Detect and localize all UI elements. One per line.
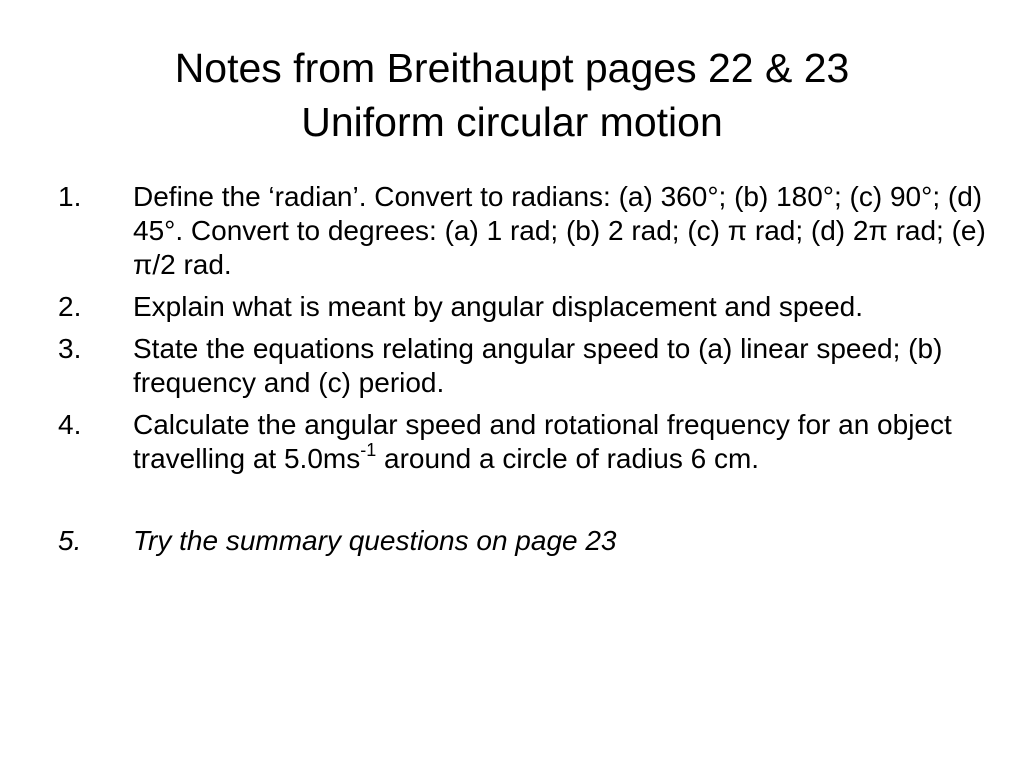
question-list [58,180,988,566]
item-text: Try the summary questions on page 23 [133,525,617,556]
item-number: 3. [58,333,82,364]
item-text: Define the ‘radian’. Convert to radians: (a) 360°; (b) 180°; (c) 90°; (d) 45°. Convert to degrees: (a) 1 rad; (b) 2 rad; (c) π rad; (d) 2π rad; (e) π/2 rad. [133,181,986,280]
slide-title [0,41,1024,149]
item-text [133,408,988,476]
list-item [58,290,988,324]
exponent-superscript: -1 [360,440,377,460]
item-text-after: around a circle of radius 6 cm. [376,443,760,474]
list-item [58,408,988,476]
list-item [58,332,988,400]
title-line-2: Uniform circular motion [301,99,723,145]
item-text: State the equations relating angular speed to (a) linear speed; (b) frequency and (c) period. [133,333,943,398]
list-item [58,180,988,282]
item-number: 2. [58,291,82,322]
title-line-1: Notes from Breithaupt pages 22 & 23 [174,45,850,91]
item-text-before: Calculate the angular speed and rotational frequency for an object travelling at 5.0ms [133,409,952,474]
item-text: Explain what is meant by angular displacement and speed. [133,291,863,322]
item-number: 5. [58,525,82,556]
item-number: 4. [58,409,82,440]
item-number: 1. [58,181,82,212]
list-item [58,524,988,558]
